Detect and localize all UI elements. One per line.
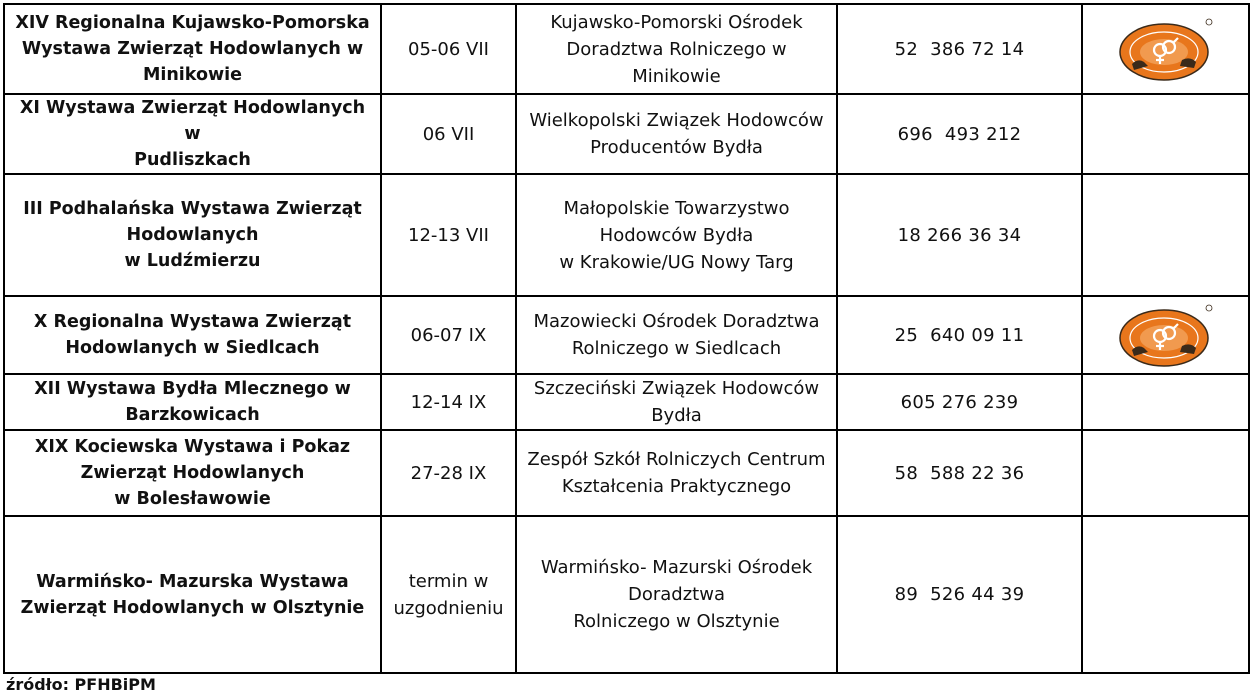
exhibition-name-cell bbox=[4, 94, 381, 174]
organizer-line: Producentów Bydła bbox=[590, 137, 763, 158]
phone-number: 18 266 36 34 bbox=[897, 224, 1022, 246]
phone-cell bbox=[837, 296, 1082, 374]
table-row bbox=[4, 516, 1249, 673]
source-note: źródło: PFHBiPM bbox=[6, 675, 156, 694]
phone-cell bbox=[837, 174, 1082, 296]
date-cell bbox=[381, 516, 516, 673]
name-line: XII Wystawa Bydła Mlecznego w bbox=[34, 379, 351, 399]
phone-cell bbox=[837, 4, 1082, 94]
organizer-cell bbox=[516, 374, 837, 430]
organizer-line: Rolniczego w Olsztynie bbox=[573, 611, 780, 632]
organizer-cell bbox=[516, 516, 837, 673]
logo-cell bbox=[1082, 296, 1249, 374]
name-line: III Podhalańska Wystawa Zwierząt bbox=[23, 199, 362, 219]
name-line: Barzkowicach bbox=[125, 405, 260, 425]
organizer-line: Rolniczego w Siedlcach bbox=[571, 338, 782, 359]
date-cell bbox=[381, 374, 516, 430]
pfhbipm-logo-icon bbox=[1116, 300, 1216, 370]
name-line: Minikowie bbox=[142, 65, 243, 85]
phone-cell bbox=[837, 516, 1082, 673]
organizer-line: Doradztwa bbox=[628, 584, 725, 605]
phone-cell bbox=[837, 94, 1082, 174]
organizer-line: Szczeciński Związek Hodowców bbox=[533, 378, 820, 399]
name-line: Zwierząt Hodowlanych bbox=[80, 463, 305, 483]
organizer-cell bbox=[516, 174, 837, 296]
pfhbipm-logo-icon bbox=[1116, 14, 1216, 84]
name-line: XIX Kociewska Wystawa i Pokaz bbox=[34, 437, 351, 457]
date-cell bbox=[381, 296, 516, 374]
name-line: Zwierząt Hodowlanych w Olsztynie bbox=[20, 597, 365, 618]
date-line: 12-14 IX bbox=[410, 391, 487, 413]
organizer-cell bbox=[516, 296, 837, 374]
organizer-line: Doradztwa Rolniczego w bbox=[566, 38, 787, 60]
table-row bbox=[4, 94, 1249, 174]
organizer-cell bbox=[516, 4, 837, 94]
date-cell bbox=[381, 174, 516, 296]
logo-cell bbox=[1082, 174, 1249, 296]
phone-number: 52 386 72 14 bbox=[894, 38, 1025, 60]
organizer-cell bbox=[516, 430, 837, 516]
phone-number: 696 493 212 bbox=[897, 123, 1022, 145]
organizer-line: w Krakowie/UG Nowy Targ bbox=[559, 251, 794, 273]
organizer-line: Minikowie bbox=[632, 65, 721, 87]
table-row bbox=[4, 430, 1249, 516]
logo-cell bbox=[1082, 4, 1249, 94]
organizer-line: Warmińsko- Mazurski Ośrodek bbox=[540, 557, 813, 578]
date-cell bbox=[381, 94, 516, 174]
name-line: Hodowlanych bbox=[126, 225, 259, 245]
date-line: 12-13 VII bbox=[408, 224, 489, 246]
exhibition-name-cell bbox=[4, 516, 381, 673]
phone-number: 89 526 44 39 bbox=[894, 584, 1025, 605]
exhibitions-table bbox=[3, 3, 1250, 674]
organizer-cell bbox=[516, 94, 837, 174]
organizer-line: Mazowiecki Ośrodek Doradztwa bbox=[533, 311, 820, 332]
organizer-line: Kujawsko-Pomorski Ośrodek bbox=[550, 11, 803, 33]
date-line: termin w bbox=[408, 570, 489, 592]
organizer-line: Zespół Szkół Rolniczych Centrum bbox=[527, 449, 826, 470]
exhibition-name-cell bbox=[4, 296, 381, 374]
date-line: 06 VII bbox=[422, 123, 475, 145]
table-row bbox=[4, 296, 1249, 374]
name-line: w Ludźmierzu bbox=[124, 251, 261, 271]
organizer-line: Bydła bbox=[651, 405, 702, 426]
logo-cell bbox=[1082, 94, 1249, 174]
exhibition-name-cell bbox=[4, 430, 381, 516]
phone-number: 605 276 239 bbox=[900, 391, 1019, 413]
phone-number: 58 588 22 36 bbox=[894, 462, 1025, 484]
name-line: Wystawa Zwierząt Hodowlanych w bbox=[21, 39, 364, 59]
name-line: XIV Regionalna Kujawsko-Pomorska bbox=[15, 13, 370, 33]
date-line: 05-06 VII bbox=[408, 38, 489, 60]
organizer-line: Wielkopolski Związek Hodowców bbox=[529, 110, 824, 131]
name-line: Pudliszkach bbox=[134, 150, 251, 170]
logo-cell bbox=[1082, 374, 1249, 430]
name-line: X Regionalna Wystawa Zwierząt bbox=[33, 312, 352, 332]
date-line: uzgodnieniu bbox=[393, 597, 504, 619]
table-body bbox=[4, 4, 1249, 673]
exhibition-name-cell bbox=[4, 174, 381, 296]
table-row bbox=[4, 374, 1249, 430]
phone-cell bbox=[837, 430, 1082, 516]
phone-cell bbox=[837, 374, 1082, 430]
date-cell bbox=[381, 430, 516, 516]
name-line: Warmińsko- Mazurska Wystawa bbox=[36, 571, 349, 592]
logo-cell bbox=[1082, 430, 1249, 516]
date-cell bbox=[381, 4, 516, 94]
organizer-line: Kształcenia Praktycznego bbox=[561, 476, 792, 497]
organizer-line: Hodowców Bydła bbox=[599, 224, 754, 246]
name-line: w Bolesławowie bbox=[114, 489, 271, 509]
name-line: XI Wystawa Zwierząt Hodowlanych w bbox=[19, 98, 366, 144]
phone-number: 25 640 09 11 bbox=[894, 324, 1025, 346]
table-row bbox=[4, 174, 1249, 296]
exhibition-name-cell bbox=[4, 4, 381, 94]
date-line: 06-07 IX bbox=[410, 324, 487, 346]
exhibition-name-cell bbox=[4, 374, 381, 430]
date-line: 27-28 IX bbox=[410, 462, 487, 484]
organizer-line: Małopolskie Towarzystwo bbox=[563, 197, 790, 219]
name-line: Hodowlanych w Siedlcach bbox=[65, 338, 320, 358]
table-row bbox=[4, 4, 1249, 94]
logo-cell bbox=[1082, 516, 1249, 673]
